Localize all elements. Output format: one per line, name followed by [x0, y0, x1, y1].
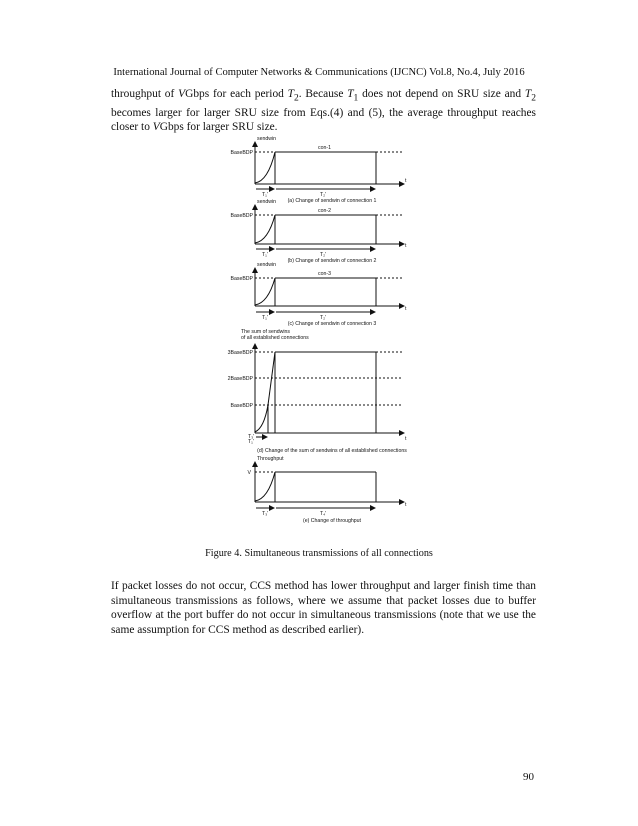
page-number: 90 — [523, 771, 534, 783]
panel-e-level-label: V — [247, 470, 251, 476]
panel-d-level2-label: 2BaseBDP — [227, 376, 253, 382]
panel-a-t1-label: T₁' — [262, 192, 268, 198]
running-header: International Journal of Computer Networks & Communications (IJCNC) Vol.8, No.4, July 2016 — [113, 67, 525, 78]
panel-c-t1-label: T₁' — [262, 315, 268, 321]
panel-b-t2-label: T₂' — [320, 252, 327, 258]
panel-d-caption: (d) Change of the sum of sendwins of all established connections — [257, 448, 407, 454]
panel-c-level-label: BaseBDP — [230, 276, 253, 282]
panel-d-level1-label: BaseBDP — [230, 403, 253, 409]
panel-a-t2-label: T₂' — [320, 192, 327, 198]
panel-c-x-label: t — [405, 306, 407, 312]
paragraph-ccs-method: If packet losses do not occur, CCS method has lower throughput and larger finish time than simultaneous transmissions as follows, where we assume that packet losses due to buffer overflow at the port buffer do not occur in simultaneous transmissions (note that we use the same assumption for CCS method as described earlier). — [111, 580, 536, 636]
panel-d-level3-label: 3BaseBDP — [227, 350, 253, 356]
panel-b-curve — [255, 215, 275, 243]
panel-d-ylabel-line1: The sum of sendwins — [241, 329, 291, 335]
panel-b-level-label: BaseBDP — [230, 213, 253, 219]
panel-d-t1-label: T₁' — [248, 439, 254, 445]
panel-c-caption: (c) Change of sendwin of connection 3 — [287, 321, 377, 327]
panel-d — [255, 344, 404, 437]
figure-caption: Figure 4. Simultaneous transmissions of all connections — [205, 548, 433, 559]
panel-b-ylabel: sendwin — [257, 199, 277, 205]
panel-a-level-label: BaseBDP — [230, 150, 253, 156]
panel-e-t4-label: T₄' — [320, 511, 327, 517]
panel-d-ylabel-line2: of all established connections — [241, 335, 309, 341]
panel-b-x-label: t — [405, 243, 407, 249]
panel-c-curve — [255, 278, 275, 305]
panel-a-ylabel: sendwin — [257, 136, 277, 142]
panel-a-caption: (a) Change of sendwin of connection 1 — [287, 198, 377, 204]
panel-a-curve — [255, 152, 275, 183]
panel-d-t3-label: T₃' — [248, 434, 255, 440]
paragraph-throughput: throughput of VGbps for each period $T_2$. Because $T_1$ does not depend on SRU size and $T_2$ becomes larger for larger SRU size from Eqs.(4) and (5), the average throughput reaches closer to VGbps for larger SRU size. — [111, 88, 536, 134]
panel-b-t1-label: T₁' — [262, 252, 268, 258]
panel-b-line-label: con-2 — [318, 208, 331, 214]
panel-b-caption: (b) Change of sendwin of connection 2 — [287, 258, 377, 264]
panel-e-x-label: t — [405, 502, 407, 508]
panel-e-curve — [255, 472, 275, 501]
panel-d-x-label: t — [405, 436, 407, 442]
panel-a-line-label: con-1 — [318, 145, 331, 151]
panel-e-t3-label: T₃' — [262, 511, 269, 517]
panel-e-caption: (e) Change of throughput — [303, 518, 361, 524]
panel-c-line-label: con-3 — [318, 271, 331, 277]
panel-c-t2-label: T₂' — [320, 315, 327, 321]
panel-c-ylabel: sendwin — [257, 262, 277, 268]
panel-e — [255, 462, 404, 508]
panel-a-x-label: t — [405, 178, 407, 184]
panel-e-ylabel: Throughput — [257, 456, 284, 462]
